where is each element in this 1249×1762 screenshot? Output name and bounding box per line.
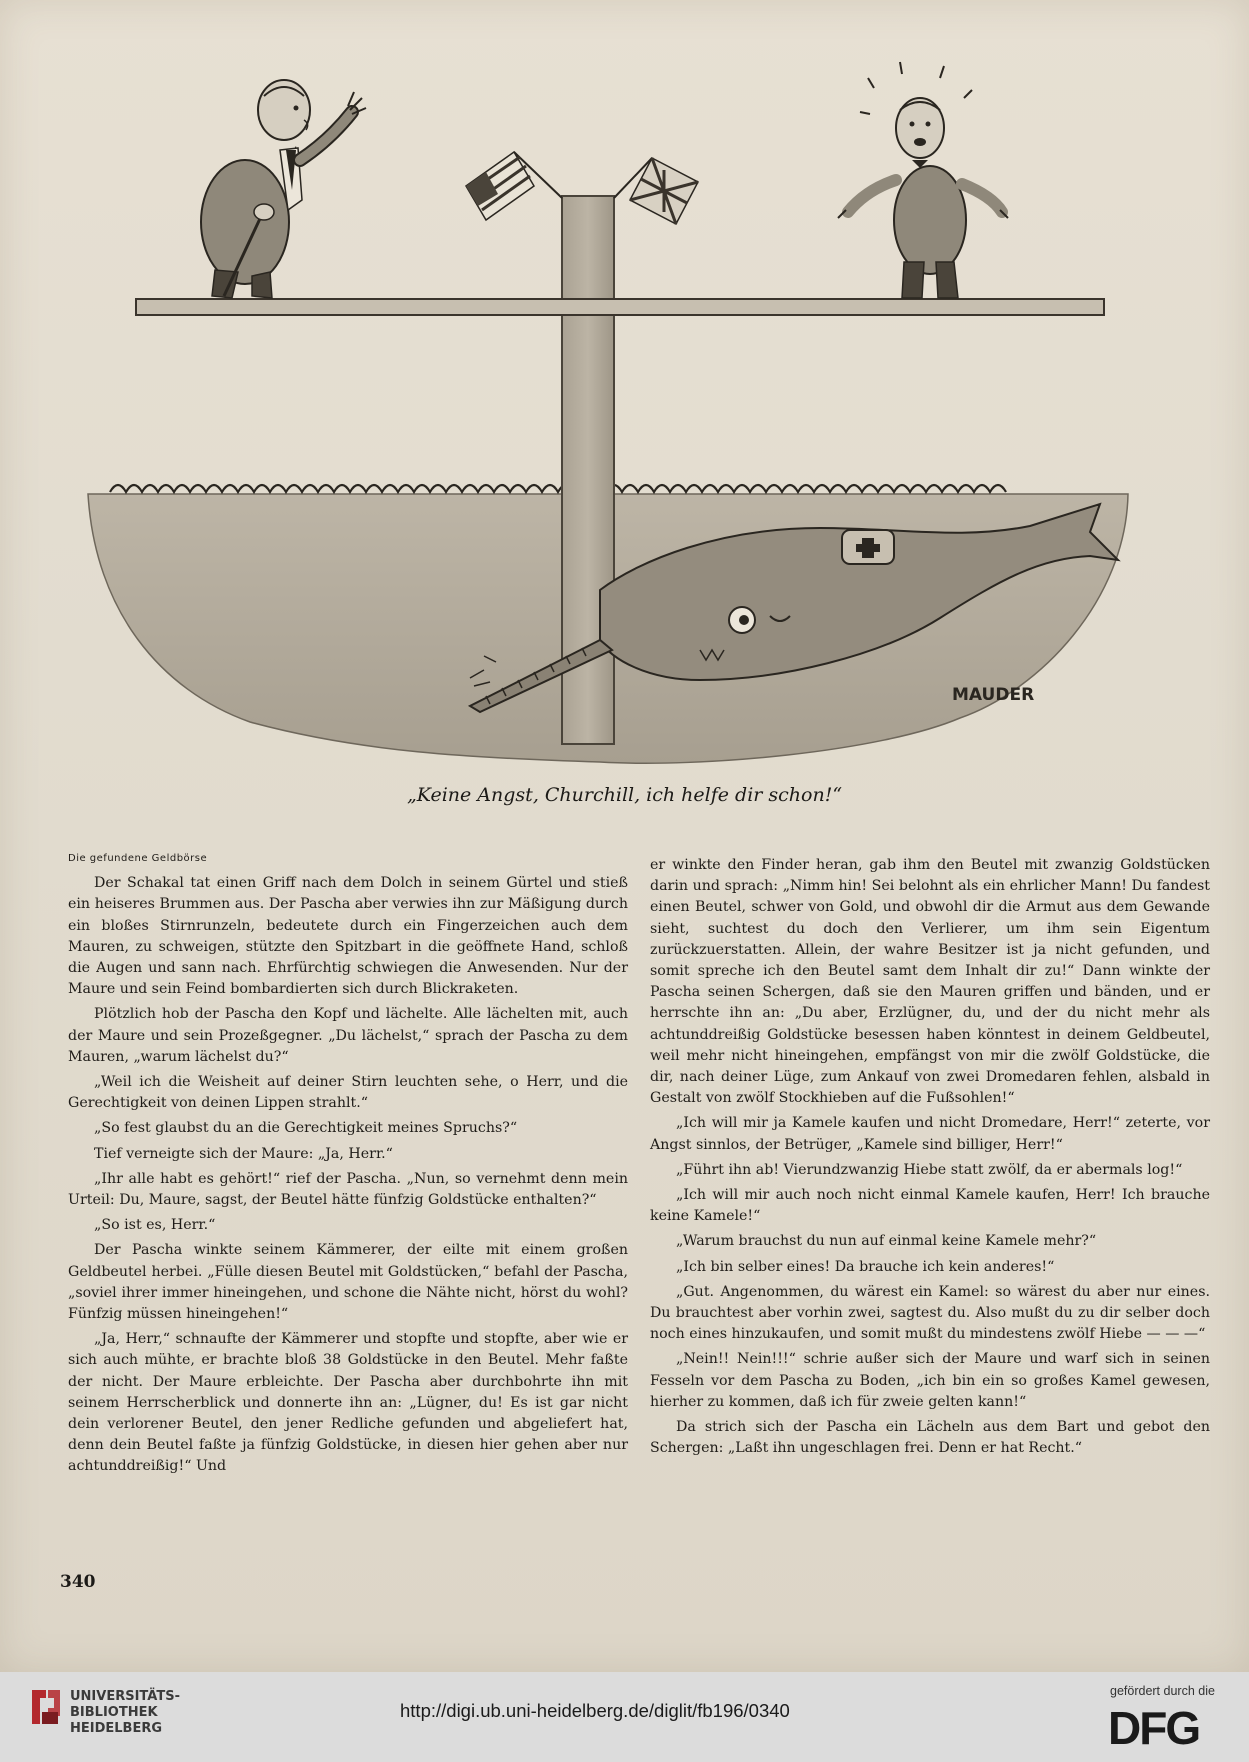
left-politician-figure — [201, 80, 366, 298]
paragraph: er winkte den Finder heran, gab ihm den Beutel mit zwanzig Goldstücken darin und sprach: „Nimm hin! Sei belohnt als ein ehrlicher Mann! Du fandest einen Beutel, schwer von Gold, und obwohl dir die Armut aus dem Gewande sieht, suchtest du doch den Verlierer, um ihm sein Eigentum zurückzuerstatten. Allein, der wahre Besitzer ist ja nicht gefunden, und somit spreche ich den Beutel samt dem Inhalt dir zu!“ Dann winkte der Pascha seinen Schergen, daß sie den Mauren griffen und bänden, und er herrschte ihn an: „Du aber, Erzlügner, du, und der du nicht mehr als achtunddreißig Goldstücke besessen haben könntest in deinem Geldbeutel, weil mehr nicht hineingehen, empfängst von mir die zwölf Goldstücke, die dir, nach deiner Lüge, zum Ankauf von zwei Dromedaren fehlen, alsbald in Gestalt von zwölf Stockhieben auf die Fußsohlen!“ — [650, 857, 1210, 1107]
paragraph: Der Schakal tat einen Griff nach dem Dolch in seinem Gürtel und stieß ein heiseres Brummen aus. Der Pascha aber verwies ihn zur Mäßigung durch ein bloßes Stirnrunzeln, bedeutete durch ein Fingerzeichen auch dem Mauren, zu schweigen, stützte den Spitzbart in die geöffnete Hand, schloß die Augen und sann nach. Ehrfürchtig schwiegen die Anwesenden. Nur der Maure und sein Feind bombardierten sich durch Blickraketen. — [68, 875, 628, 998]
paragraph: „So fest glaubst du an die Gerechtigkeit meines Spruchs?“ — [94, 1120, 518, 1137]
wave-line — [110, 485, 1006, 492]
paragraph: „Ihr alle habt es gehört!“ rief der Pascha. „Nun, so vernehmt denn mein Urteil: Du, Maure, sagst, der Beutel hätte fünfzig Goldstücke enthalten?“ — [68, 1170, 628, 1209]
cartoon-illustration — [0, 0, 1249, 800]
paragraph: „Ich will mir auch noch nicht einmal Kamele kaufen, Herr! Ich brauche keine Kamele!“ — [650, 1187, 1210, 1225]
paragraph: „Ich will mir ja Kamele kaufen und nicht Dromedare, Herr!“ zeterte, vor Angst sinnlos, der Betrüger, „Kamele sind billiger, Herr!“ — [650, 1115, 1210, 1153]
dfg-logo[interactable]: DFG — [1108, 1702, 1200, 1754]
paragraph: Da strich sich der Pascha ein Lächeln aus dem Bart und gebot den Schergen: „Laßt ihn ungeschlagen frei. Denn er hat Recht.“ — [650, 1419, 1210, 1457]
page-number: 340 — [60, 1572, 96, 1592]
paragraph: „Führt ihn ab! Vierundzwanzig Hiebe statt zwölf, da er abermals log!“ — [676, 1161, 1183, 1178]
flag-uk-icon — [614, 158, 698, 224]
funding-label: gefördert durch die — [1110, 1684, 1215, 1698]
paragraph: „Warum brauchst du nun auf einmal keine Kamele mehr?“ — [676, 1233, 1097, 1250]
article-column-left — [68, 848, 628, 1482]
flag-usa-icon — [466, 152, 562, 220]
paragraph: „Ja, Herr,“ schnaufte der Kämmerer und stopfte und stopfte, aber wie er sich auch mühte, er brachte bloß 38 Goldstücke in den Beutel. Mehr faßte der nicht. Der Maure erbleichte. Der Pascha aber durchbohrte ihn mit seinem Herrscherblick und donnerte ihn an: „Lügner, du! Es ist gar nicht dein verlorener Beutel, den jener Redliche gefunden und abgeliefert hat, denn dein Beutel faßte ja fünfzig Goldstücke, in diesen hier gehen aber nur achtunddreißig!“ Und — [68, 1331, 628, 1475]
permalink-url[interactable]: http://digi.ub.uni-heidelberg.de/diglit/fb196/0340 — [400, 1700, 790, 1721]
library-name[interactable]: UNIVERSITÄTS- BIBLIOTHEK HEIDELBERG — [70, 1689, 180, 1736]
cartoon-caption: „Keine Angst, Churchill, ich helfe dir schon!“ — [406, 784, 843, 806]
paragraph: Plötzlich hob der Pascha den Kopf und lächelte. Alle lächelten mit, auch der Maure und sein Prozeßgegner. „Du lächelst,“ sprach der Pascha zu dem Mauren, „warum lächelst du?“ — [68, 1006, 628, 1065]
artist-signature: MAUDER — [952, 685, 1035, 705]
paragraph: „Ich bin selber eines! Da brauche ich kein anderes!“ — [676, 1258, 1055, 1275]
article-heading: Die gefundene Geldbörse — [68, 853, 208, 864]
paragraph: „Nein!! Nein!!!“ schrie außer sich der Maure und warf sich in seinen Fesseln vor dem Pascha zu Boden, „ich bin ein so großes Kamel gewesen, hierher zu kommen, daß ich für zweie gelten kann!“ — [650, 1351, 1210, 1410]
paragraph: Tief verneigte sich der Maure: „Ja, Herr.“ — [94, 1145, 393, 1162]
paragraph: „Gut. Angenommen, du wärest ein Kamel: so wärest du aber nur eines. Du brauchtest aber vorhin zwei, sagtest du. Also mußt du zu dir selber doch noch eines hinzukaufen, und somit mußt du mindestens zwölf Hiebe — — —“ — [650, 1283, 1210, 1343]
footer-bar — [0, 1672, 1249, 1762]
article-column-right — [650, 855, 1210, 1463]
paragraph: „Weil ich die Weisheit auf deiner Stirn leuchten sehe, o Herr, und die Gerechtigkeit von deinen Lippen strahlt.“ — [68, 1074, 628, 1112]
right-politician-figure — [838, 62, 1008, 298]
paragraph: „So ist es, Herr.“ — [94, 1217, 216, 1234]
university-library-logo-icon[interactable] — [28, 1686, 64, 1728]
beam — [136, 299, 1104, 315]
paragraph: Der Pascha winkte seinem Kämmerer, der eilte mit einem großen Geldbeutel herbei. „Fülle diesen Beutel mit Goldstücken,“ befahl der Pascha, „soviel ihrer immer hineingehen, und schone die Nähte nicht, hörst du wohl? Fünfzig müssen hineingehen!“ — [68, 1242, 628, 1323]
